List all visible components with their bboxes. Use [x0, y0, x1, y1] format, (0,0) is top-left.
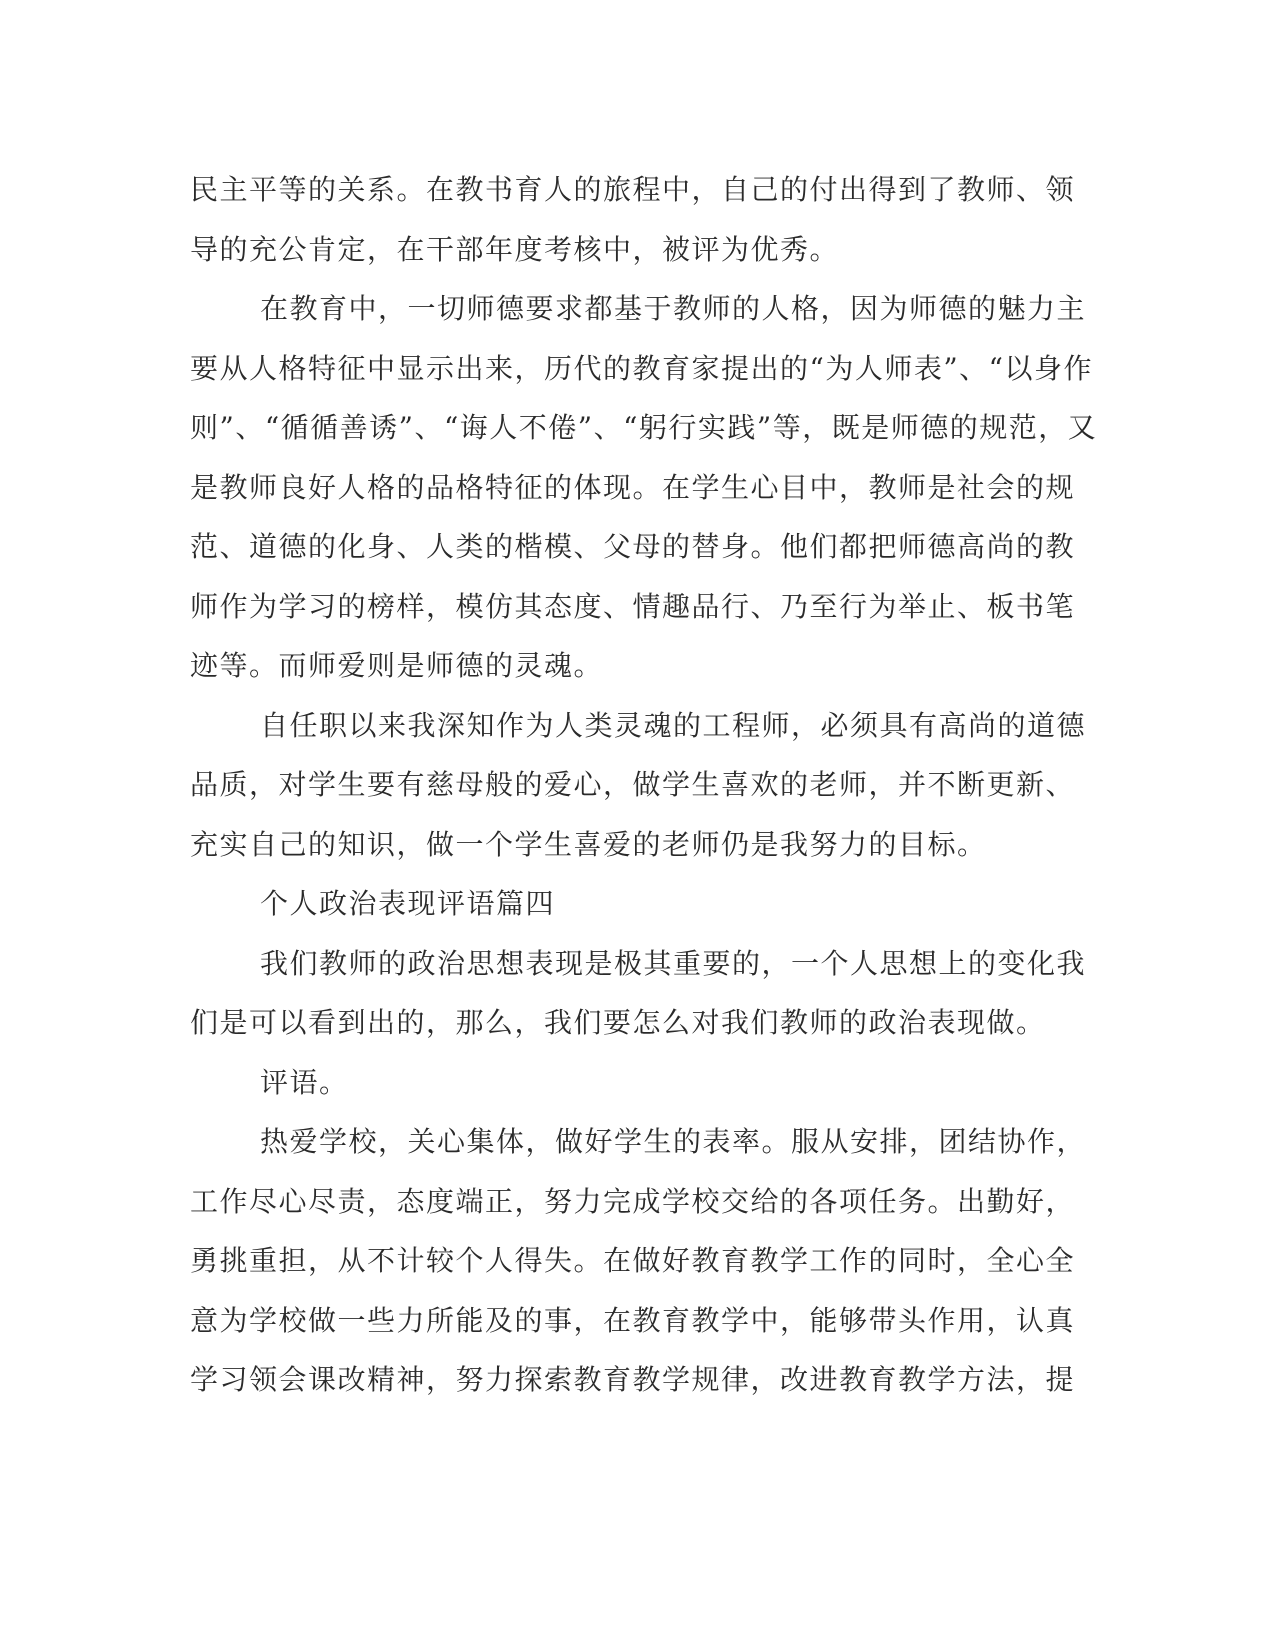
text-line: 导的充公肯定，在干部年度考核中，被评为优秀。 — [190, 232, 840, 266]
text-line: 意为学校做一些力所能及的事，在教育教学中，能够带头作用，认真 — [190, 1303, 1076, 1337]
text-line: 民主平等的关系。在教书育人的旅程中，自己的付出得到了教师、领 — [190, 173, 1076, 206]
text-line: 是教师良好人格的品格特征的体现。在学生心目中，教师是社会的规 — [190, 470, 1076, 504]
text-line: 品质，对学生要有慈母般的爱心，做学生喜欢的老师，并不断更新、 — [190, 768, 1076, 801]
text-line: 迹等。而师爱则是师德的灵魂。 — [190, 649, 604, 682]
text-line: 充实自己的知识，做一个学生喜爱的老师仍是我努力的目标。 — [190, 827, 987, 861]
paragraph-start-line: 在教育中，一切师德要求都基于教师的人格，因为师德的魅力主 — [260, 292, 1087, 325]
document-body — [190, 160, 1098, 1410]
text-line: 师作为学习的榜样，模仿其态度、情趣品行、乃至行为举止、板书笔 — [190, 589, 1076, 623]
text-line: 则”、“循循善诱”、“诲人不倦”、“躬行实践”等，既是师德的规范，又 — [190, 411, 1098, 444]
paragraph-start-line: 评语。 — [260, 1065, 349, 1099]
text-line: 学习领会课改精神，努力探索教育教学规律，改进教育教学方法，提 — [190, 1363, 1076, 1396]
paragraph-start-line: 我们教师的政治思想表现是极其重要的，一个人思想上的变化我 — [260, 946, 1087, 980]
section-heading: 个人政治表现评语篇四 — [260, 887, 556, 920]
text-line: 们是可以看到出的，那么，我们要怎么对我们教师的政治表现做。 — [190, 1006, 1046, 1039]
paragraph-start-line: 自任职以来我深知作为人类灵魂的工程师，必须具有高尚的道德 — [260, 708, 1087, 742]
text-line: 工作尽心尽责，态度端正，努力完成学校交给的各项任务。出勤好， — [190, 1184, 1076, 1218]
paragraph-start-line: 热爱学校，关心集体，做好学生的表率。服从安排，团结协作， — [260, 1125, 1087, 1158]
text-line: 勇挑重担，从不计较个人得失。在做好教育教学工作的同时，全心全 — [190, 1244, 1076, 1277]
text-line: 范、道德的化身、人类的楷模、父母的替身。他们都把师德高尚的教 — [190, 530, 1076, 563]
text-line: 要从人格特征中显示出来，历代的教育家提出的“为人师表”、“以身作 — [190, 351, 1093, 385]
